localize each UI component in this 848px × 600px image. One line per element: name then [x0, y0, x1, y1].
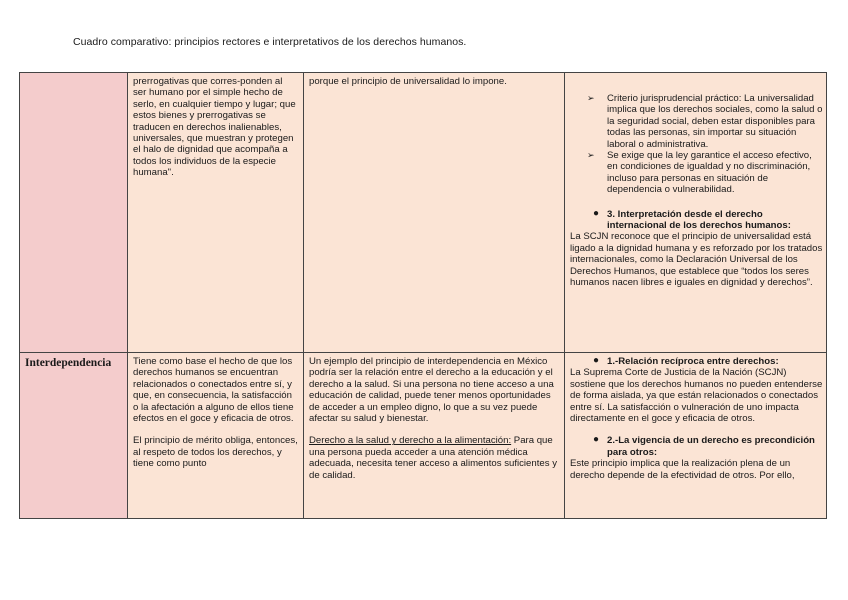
- dot-bullet-icon: ●: [593, 355, 600, 366]
- section-heading-text: 3. Interpretación desde el derecho internacional de los derechos humanos:: [607, 208, 791, 232]
- principle-cell: [20, 73, 128, 353]
- interpretation-text: Este principio implica que la realización plena de un derecho depende de la efectividad de otros. Por ello,: [570, 458, 795, 481]
- example-cell: [304, 73, 565, 353]
- table-row: [20, 73, 827, 353]
- definition-cell: [128, 353, 304, 519]
- interpretation-text: La Suprema Corte de Justicia de la Nación (SCJN) sostiene que los derechos humanos no pueden entenderse de forma aislada, ya que están relacionados o conectados entre sí. La satisfacción o vulneración de uno impacta directamente en el goce y eficacia de otros.: [570, 367, 823, 425]
- section-heading: [570, 209, 823, 232]
- list-item-text: Criterio jurisprudencial práctico: La universalidad implica que los derechos sociales, como la salud o la seguridad social, deben estar disponibles para todas las personas, sin importar su situación laboral o administrativa.: [607, 93, 823, 150]
- row-label: Interdependencia: [25, 357, 112, 369]
- list-item: [570, 93, 823, 150]
- example-text: [309, 435, 559, 481]
- example-text: Un ejemplo del principio de interdependencia en México podría ser la relación entre el derecho a la educación y el derecho a la salud. Si una persona no tiene acceso a una educación de calidad, puede tener menos oportunidades de acceder a un empleo digno, lo que a su vez puede afectar su salud y bienestar.: [309, 356, 554, 425]
- dot-bullet-icon: ●: [593, 434, 600, 446]
- list-item: [570, 150, 823, 196]
- dot-bullet-icon: ●: [593, 207, 600, 219]
- criteria-list: [570, 93, 823, 196]
- interpretation-cell: [565, 73, 827, 353]
- document-title: Cuadro comparativo: principios rectores e interpretativos de los derechos humanos.: [73, 36, 467, 48]
- section-heading-text: 1.-Relación recíproca entre derechos:: [607, 356, 779, 367]
- comparison-table: [19, 72, 827, 519]
- section-heading-text: 2.-La vigencia de un derecho es precondición para otros:: [607, 435, 815, 458]
- definition-cell: [128, 73, 304, 353]
- arrow-bullet-icon: ➢: [587, 150, 595, 161]
- definition-text: El principio de mérito obliga, entonces, al respeto de todos los derechos, y tiene como punto: [133, 435, 298, 470]
- interpretation-text: La SCJN reconoce que el principio de universalidad está ligado a la dignidad humana y es reforzado por los tratados internacionales, como la Declaración Universal de los Derechos Humanos, que establece que “todos los seres humanos nacen libres e iguales en dignidad y derechos”.: [570, 231, 823, 289]
- section-heading: [570, 356, 823, 367]
- example-text: porque el principio de universalidad lo impone.: [309, 76, 507, 87]
- example-subtext: Para que una persona pueda acceder a una atención médica adecuada, necesita tener acceso a alimentos suficientes y de calidad.: [309, 435, 557, 481]
- table-row: [20, 353, 827, 519]
- principle-cell: [20, 353, 128, 519]
- section-heading: [570, 435, 823, 458]
- list-item-text: Se exige que la ley garantice el acceso efectivo, en condiciones de igualdad y no discriminación, incluso para personas en situación de dependencia o vulnerabilidad.: [607, 150, 812, 196]
- definition-text: Tiene como base el hecho de que los derechos humanos se encuentran relacionados o conectados entre sí, y que, en consecuencia, la satisfacción o la afectación a alguno de ellos tiene efectos en el goce y eficacia de otros.: [133, 356, 294, 425]
- definition-text: prerrogativas que corres-ponden al ser humano por el simple hecho de serlo, en cualquier tiempo y lugar; que estos bienes y prerrogativas se traducen en derechos inalienables, universales, que muestran y protegen el halo de dignidad que acompaña a todos los individuos de la especie humana".: [133, 76, 296, 179]
- example-cell: [304, 353, 565, 519]
- arrow-bullet-icon: ➢: [587, 93, 595, 103]
- example-subheading: Derecho a la salud y derecho a la alimentación:: [309, 435, 512, 447]
- interpretation-cell: [565, 353, 827, 519]
